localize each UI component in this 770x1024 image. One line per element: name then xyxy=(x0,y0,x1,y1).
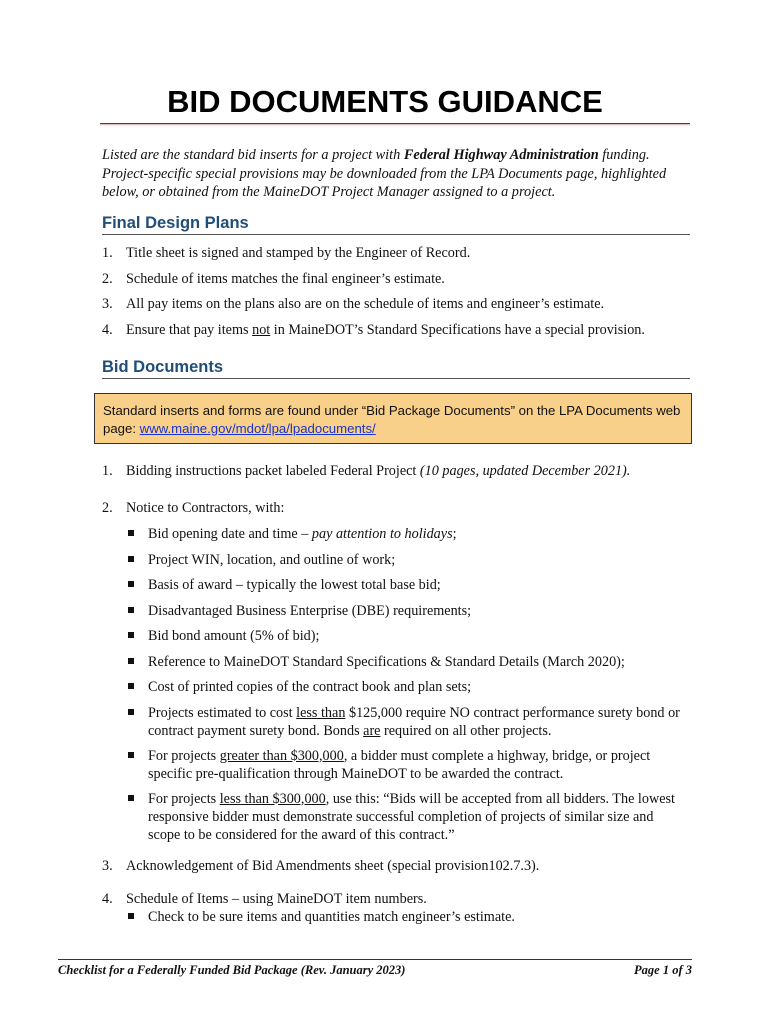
bullet-square-icon xyxy=(128,607,134,613)
title-rule xyxy=(100,123,690,124)
schedule-bullet-list xyxy=(126,908,686,926)
bullet-square-icon xyxy=(128,795,134,801)
footer-document-title: Checklist for a Federally Funded Bid Package (Rev. January 2023) xyxy=(58,963,406,977)
list-item: For projects greater than $300,000, a bidder must complete a highway, bridge, or project specific pre-qualification through MaineDOT to be awarded the contract. xyxy=(126,747,686,790)
list-item: Reference to MaineDOT Standard Specifications & Standard Details (March 2020); xyxy=(126,653,686,679)
notice-bullet-list xyxy=(126,525,686,850)
intro-paragraph: Listed are the standard bid inserts for a project with Federal Highway Administration funding. Project-specific special provisions may be downloaded from the LPA Documents page, highlighted below, or obtained from the MaineDOT Project Manager assigned to a project. xyxy=(102,147,667,201)
list-item: 2. Schedule of items matches the final engineer’s estimate. xyxy=(102,270,445,287)
bullet-square-icon xyxy=(128,709,134,715)
list-item: Projects estimated to cost less than $125,000 require NO contract performance surety bond or contract payment surety bond. Bonds are required on all other projects. xyxy=(126,704,686,747)
section-heading-final-design-plans: Final Design Plans xyxy=(102,214,690,235)
list-item: For projects less than $300,000, use this: “Bids will be accepted from all bidders. The lowest responsive bidder must demonstrate successful completion of projects of similar size and scope to be considered for the award of this contract.” xyxy=(126,790,686,850)
bid-item-3: 3. Acknowledgement of Bid Amendments sheet (special provision102.7.3). xyxy=(102,858,540,874)
list-item: Bid opening date and time – pay attention to holidays; xyxy=(126,525,686,551)
list-item: Bid bond amount (5% of bid); xyxy=(126,627,686,653)
lpa-documents-callout: Standard inserts and forms are found under “Bid Package Documents” on the LPA Documents web page: www.maine.gov/mdot/lpa/lpadocuments/ xyxy=(94,393,692,444)
list-item: Check to be sure items and quantities match engineer’s estimate. xyxy=(126,908,686,926)
list-item: Cost of printed copies of the contract book and plan sets; xyxy=(126,678,686,704)
section-heading-bid-documents: Bid Documents xyxy=(102,358,690,379)
list-item: 4. Ensure that pay items not in MaineDOT’s Standard Specifications have a special provision. xyxy=(102,322,645,339)
bid-item-1: 1. Bidding instructions packet labeled Federal Project (10 pages, updated December 2021). xyxy=(102,463,631,479)
footer-page-number: Page 1 of 3 xyxy=(634,963,692,977)
bid-item-2: 2. Notice to Contractors, with: xyxy=(102,500,285,516)
list-item: Project WIN, location, and outline of work; xyxy=(126,551,686,577)
bullet-square-icon xyxy=(128,913,134,919)
bullet-square-icon xyxy=(128,683,134,689)
list-item: Basis of award – typically the lowest total base bid; xyxy=(126,576,686,602)
final-design-list xyxy=(102,244,702,347)
footer-rule xyxy=(58,959,692,960)
bullet-square-icon xyxy=(128,632,134,638)
bullet-square-icon xyxy=(128,752,134,758)
list-item: 1. Title sheet is signed and stamped by the Engineer of Record. xyxy=(102,245,471,261)
bid-item-4: 4. Schedule of Items – using MaineDOT item numbers. xyxy=(102,891,427,907)
lpa-documents-link[interactable]: www.maine.gov/mdot/lpa/lpadocuments/ xyxy=(139,420,376,436)
list-item: 3. All pay items on the plans also are on the schedule of items and engineer’s estimate. xyxy=(102,296,605,313)
fhwa-bold: Federal Highway Administration xyxy=(403,147,599,163)
page-title: BID DOCUMENTS GUIDANCE xyxy=(167,84,603,119)
bullet-square-icon xyxy=(128,556,134,562)
bullet-square-icon xyxy=(128,658,134,664)
bullet-square-icon xyxy=(128,530,134,536)
list-item: Disadvantaged Business Enterprise (DBE) requirements; xyxy=(126,602,686,628)
bullet-square-icon xyxy=(128,581,134,587)
